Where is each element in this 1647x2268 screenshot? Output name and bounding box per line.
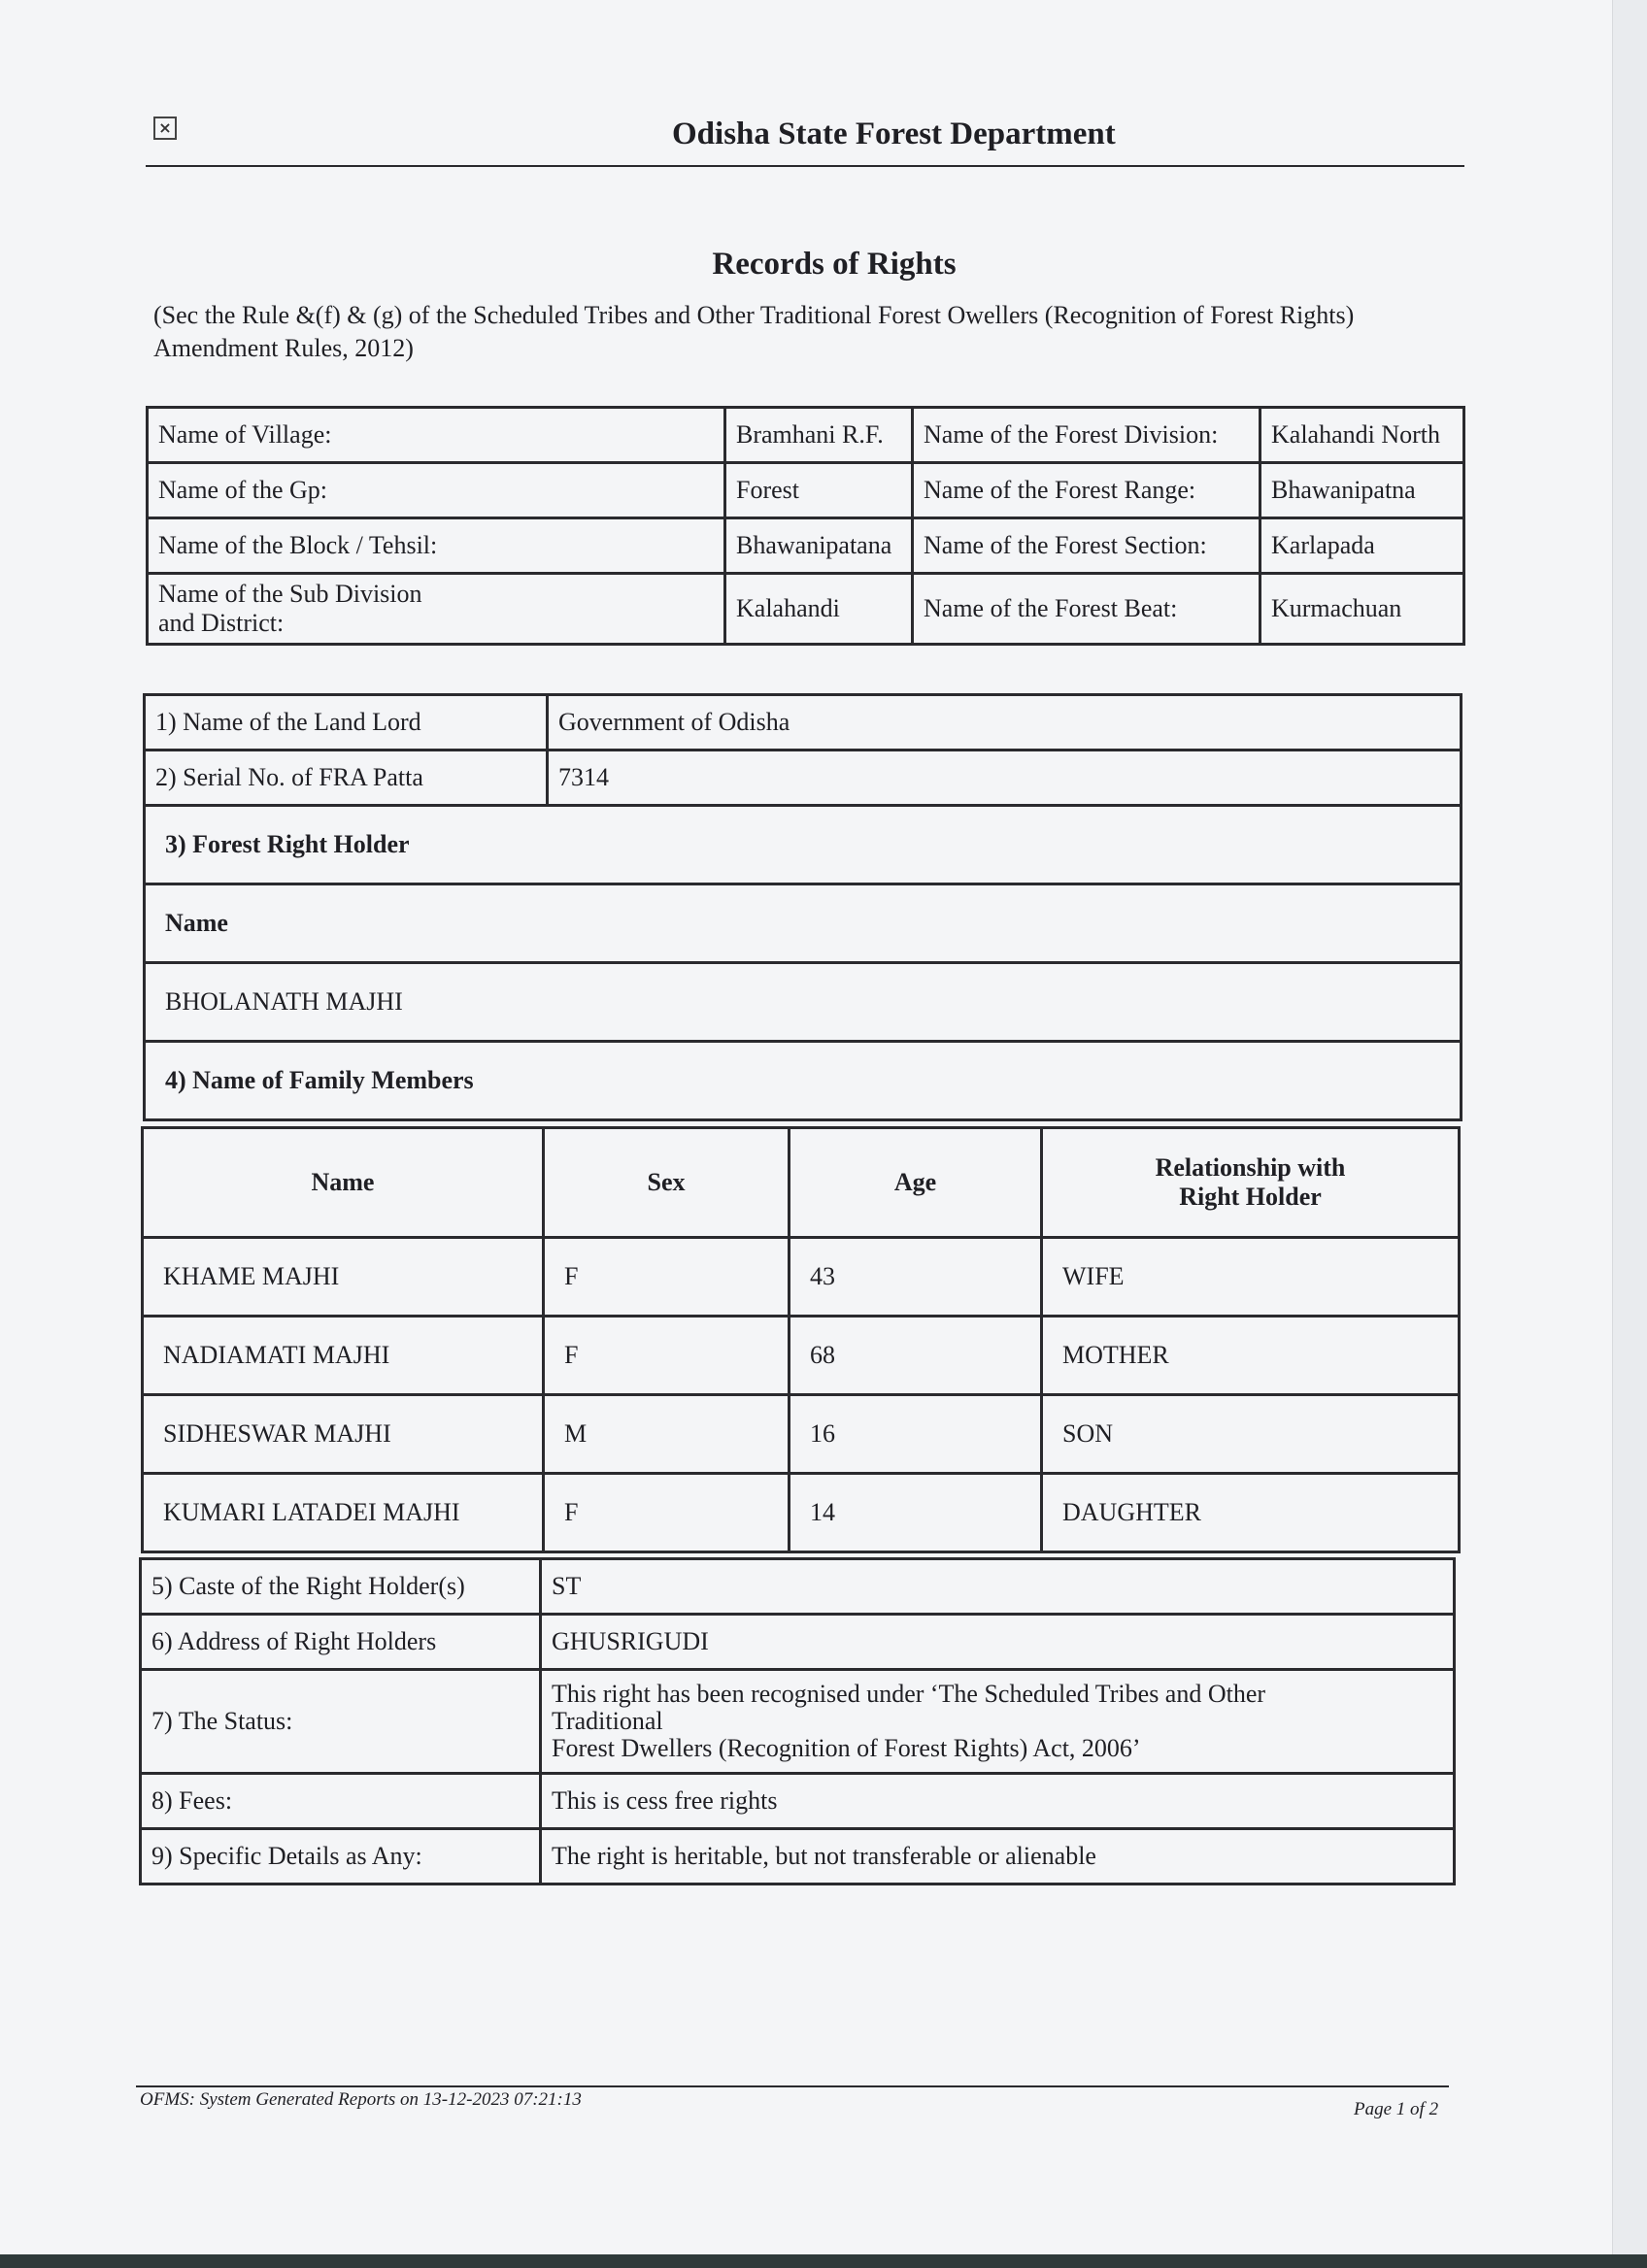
member-relation: MOTHER (1042, 1317, 1460, 1395)
table-row (143, 1395, 1460, 1474)
details-table (139, 1557, 1456, 1885)
location-row (148, 408, 1464, 463)
forest-beat-label: Name of the Forest Beat: (913, 574, 1260, 645)
location-table (146, 406, 1465, 646)
member-age: 43 (790, 1238, 1042, 1317)
document-subtitle: (Sec the Rule &(f) & (g) of the Scheduled Tribes and Other Traditional Forest Owellers (Recognition of Forest Rights) Amendment Rules, 2012) (153, 301, 1355, 362)
column-header-sex: Sex (544, 1128, 790, 1238)
broken-image-icon: × (153, 117, 177, 140)
subdivision-label: Name of the Sub Division and District: (148, 574, 725, 645)
caste-row (141, 1559, 1455, 1615)
gp-value: Forest (725, 463, 913, 518)
member-relation: WIFE (1042, 1238, 1460, 1317)
location-row (148, 463, 1464, 518)
status-line: Forest Dwellers (Recognition of Forest Rights) Act, 2006’ (552, 1734, 1141, 1762)
member-name: KHAME MAJHI (143, 1238, 544, 1317)
subdivision-value: Kalahandi (725, 574, 913, 645)
page-edge-shadow (1612, 0, 1647, 2254)
table-row (143, 1317, 1460, 1395)
forest-division-label: Name of the Forest Division: (913, 408, 1260, 463)
fees-value: This is cess free rights (541, 1774, 1455, 1829)
family-heading: 4) Name of Family Members (145, 1042, 1462, 1120)
serial-value: 7314 (548, 750, 1462, 806)
location-row (148, 518, 1464, 574)
specific-details-value: The right is heritable, but not transferable or alienable (541, 1829, 1455, 1884)
family-header-row (143, 1128, 1460, 1238)
gp-label: Name of the Gp: (148, 463, 725, 518)
status-line: Traditional (552, 1707, 663, 1735)
status-row (141, 1670, 1455, 1774)
member-age: 68 (790, 1317, 1042, 1395)
member-relation: SON (1042, 1395, 1460, 1474)
serial-row (145, 750, 1462, 806)
name-heading-row (145, 884, 1462, 963)
member-age: 16 (790, 1395, 1042, 1474)
caste-label: 5) Caste of the Right Holder(s) (141, 1559, 541, 1615)
member-name: NADIAMATI MAJHI (143, 1317, 544, 1395)
generated-timestamp: OFMS: System Generated Reports on 13-12-2023 07:21:13 (140, 2089, 582, 2110)
member-sex: F (544, 1474, 790, 1552)
scanner-bottom-band (0, 2254, 1647, 2268)
forest-beat-value: Kurmachuan (1260, 574, 1464, 645)
fees-row (141, 1774, 1455, 1829)
status-value (541, 1670, 1455, 1774)
page-header (146, 105, 1464, 167)
landlord-value: Government of Odisha (548, 695, 1462, 750)
member-sex: F (544, 1238, 790, 1317)
status-line: This right has been recognised under ‘The Scheduled Tribes and Other (552, 1680, 1266, 1708)
forest-range-value: Bhawanipatna (1260, 463, 1464, 518)
family-heading-row (145, 1042, 1462, 1120)
serial-label: 2) Serial No. of FRA Patta (145, 750, 548, 806)
table-row (143, 1474, 1460, 1552)
member-sex: F (544, 1317, 790, 1395)
table-row (143, 1238, 1460, 1317)
footer-divider (136, 2085, 1449, 2087)
address-row (141, 1615, 1455, 1670)
name-heading: Name (145, 884, 1462, 963)
caste-value: ST (541, 1559, 1455, 1615)
holder-name: BHOLANATH MAJHI (145, 963, 1462, 1042)
page-number: Page 1 of 2 (1354, 2099, 1439, 2119)
village-value: Bramhani R.F. (725, 408, 913, 463)
column-header-relationship: Relationship with Right Holder (1042, 1128, 1460, 1238)
village-label: Name of Village: (148, 408, 725, 463)
forest-range-label: Name of the Forest Range: (913, 463, 1260, 518)
member-relation: DAUGHTER (1042, 1474, 1460, 1552)
fees-label: 8) Fees: (141, 1774, 541, 1829)
column-header-age: Age (790, 1128, 1042, 1238)
landlord-row (145, 695, 1462, 750)
forest-section-label: Name of the Forest Section: (913, 518, 1260, 574)
member-name: KUMARI LATADEI MAJHI (143, 1474, 544, 1552)
department-title: Odisha State Forest Department (672, 117, 1116, 151)
holder-name-row (145, 963, 1462, 1042)
document-title: Records of Rights (712, 247, 957, 282)
specific-details-label: 9) Specific Details as Any: (141, 1829, 541, 1884)
member-age: 14 (790, 1474, 1042, 1552)
column-header-name: Name (143, 1128, 544, 1238)
location-row (148, 574, 1464, 645)
forest-section-value: Karlapada (1260, 518, 1464, 574)
member-name: SIDHESWAR MAJHI (143, 1395, 544, 1474)
landlord-label: 1) Name of the Land Lord (145, 695, 548, 750)
holder-heading-row (145, 806, 1462, 884)
address-value: GHUSRIGUDI (541, 1615, 1455, 1670)
status-label: 7) The Status: (141, 1670, 541, 1774)
address-label: 6) Address of Right Holders (141, 1615, 541, 1670)
family-members-table (141, 1126, 1461, 1553)
specific-details-row (141, 1829, 1455, 1884)
forest-division-value: Kalahandi North (1260, 408, 1464, 463)
block-value: Bhawanipatana (725, 518, 913, 574)
member-sex: M (544, 1395, 790, 1474)
block-label: Name of the Block / Tehsil: (148, 518, 725, 574)
rights-table (143, 693, 1462, 1121)
holder-heading: 3) Forest Right Holder (145, 806, 1462, 884)
